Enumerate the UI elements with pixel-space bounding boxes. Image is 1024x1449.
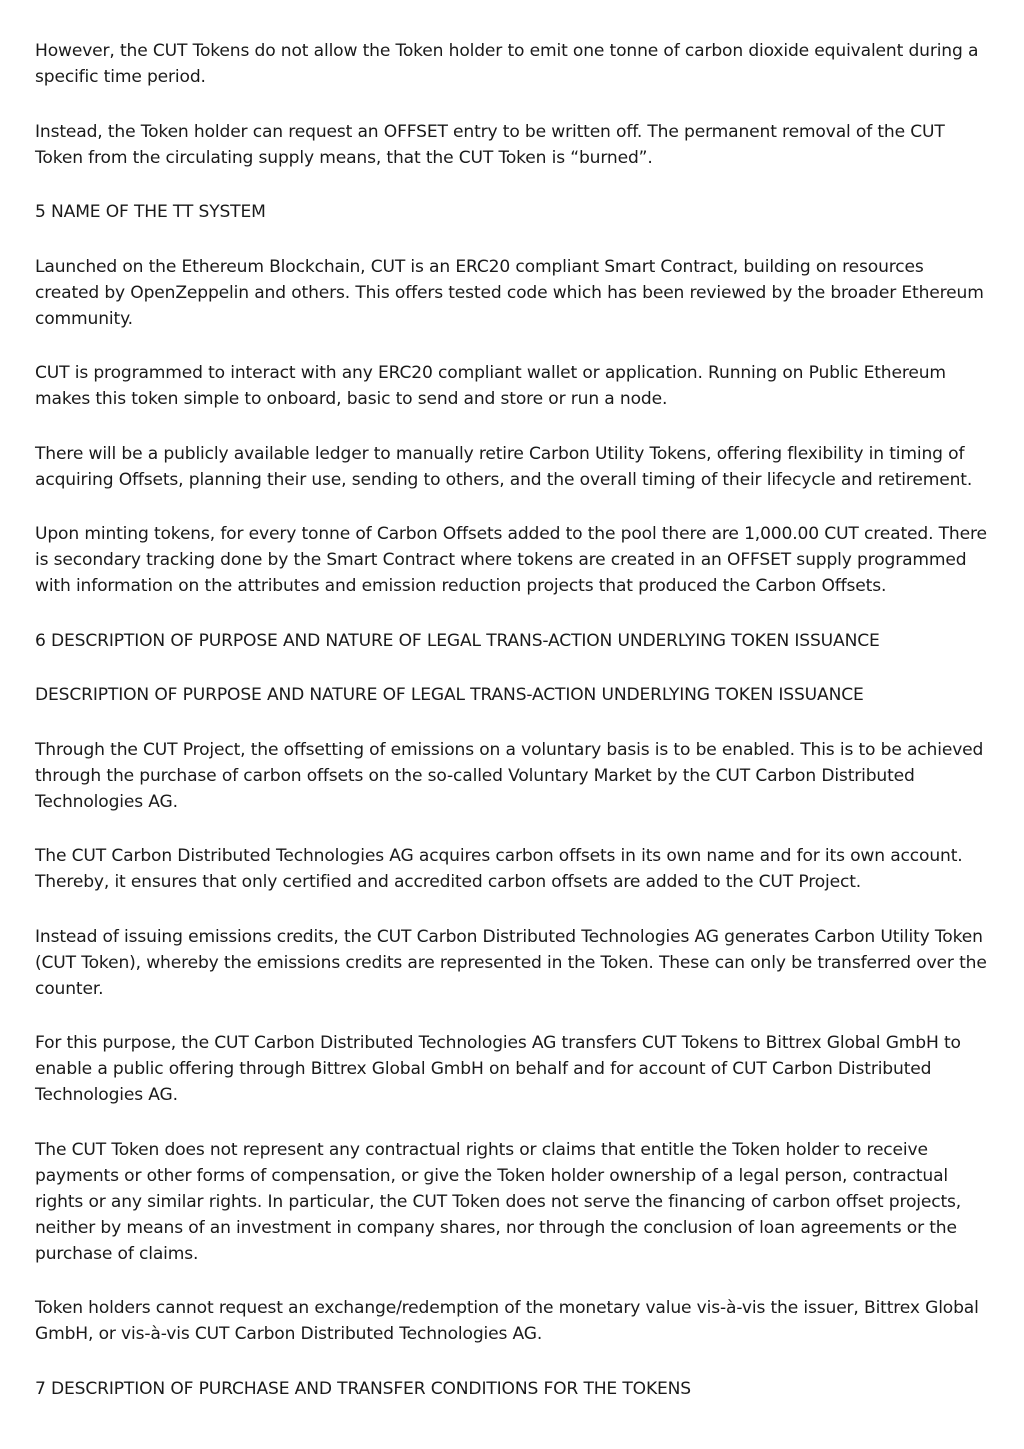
subsection-heading-purpose: DESCRIPTION OF PURPOSE AND NATURE OF LEGAL TRANS-ACTION UNDERLYING TOKEN ISSUANCE <box>35 685 864 705</box>
paragraph-minting-tokens: Upon minting tokens, for every tonne of Carbon Offsets added to the pool there are 1,000.00 CUT created. There is secondary tracking done by the Smart Contract where tokens are created in an OFFSET supply programmed with information on the attributes and emission reduction projects that produced the Carbon Offsets. <box>35 524 987 596</box>
paragraph-issuing-credits: Instead of issuing emissions credits, the CUT Carbon Distributed Technologies AG generates Carbon Utility Token (CUT Token), whereby the emissions credits are represented in the Token. These can only be transferred over the counter. <box>35 926 987 999</box>
paragraph-public-ledger: There will be a publicly available ledger to manually retire Carbon Utility Tokens, offering flexibility in timing of acquiring Offsets, planning their use, sending to others, and the overall timing of their lifecycle and retirement. <box>35 443 973 490</box>
paragraph-no-contractual-rights: The CUT Token does not represent any contractual rights or claims that entitle the Token holder to receive payments or other forms of compensation, or give the Token holder ownership of a legal person, contractual rights or any similar rights. In particular, the CUT Token does not serve the financing of carbon offset projects, neither by means of an investment in company shares, nor through the conclusion of loan agreements or the purchase of claims. <box>35 1139 962 1264</box>
section-heading-7: 7 DESCRIPTION OF PURCHASE AND TRANSFER CONDITIONS FOR THE TOKENS <box>35 1378 692 1399</box>
section-heading-5: 5 NAME OF THE TT SYSTEM <box>35 202 266 222</box>
paragraph-cut-tokens-emission: However, the CUT Tokens do not allow the Token holder to emit one tonne of carbon dioxide equivalent during a specific time period. <box>35 41 979 87</box>
paragraph-no-redemption: Token holders cannot request an exchange/redemption of the monetary value vis-à-vis the issuer, Bittrex Global GmbH, or vis-à-vis CUT Carbon Distributed Technologies AG. <box>35 1298 979 1344</box>
paragraph-erc20-wallet: CUT is programmed to interact with any ERC20 compliant wallet or application. Running on Public Ethereum makes this token simple to onboard, basic to send and store or run a node. <box>35 363 946 409</box>
paragraph-cut-project: Through the CUT Project, the offsetting of emissions on a voluntary basis is to be enabled. This is to be achieved through the purchase of carbon offsets on the so-called Voluntary Market by the CUT Carbon Distributed Technologies AG. <box>35 739 984 812</box>
paragraph-bittrex-transfer: For this purpose, the CUT Carbon Distributed Technologies AG transfers CUT Tokens to Bittrex Global GmbH to enable a public offering through Bittrex Global GmbH on behalf and for account of CUT Carbon Distributed Technologies AG. <box>35 1033 961 1105</box>
section-heading-6: 6 DESCRIPTION OF PURPOSE AND NATURE OF LEGAL TRANS-ACTION UNDERLYING TOKEN ISSUANCE <box>35 630 880 651</box>
paragraph-acquires-offsets: The CUT Carbon Distributed Technologies AG acquires carbon offsets in its own name and for its own account. Thereby, it ensures that only certified and accredited carbon offsets are added to the CUT Project. <box>35 846 963 892</box>
paragraph-ethereum-launch: Launched on the Ethereum Blockchain, CUT is an ERC20 compliant Smart Contract, building on resources created by OpenZeppelin and others. This offers tested code which has been reviewed by the broader Ethereum community. <box>35 256 984 329</box>
paragraph-offset-entry: Instead, the Token holder can request an OFFSET entry to be written off. The permanent removal of the CUT Token from the circulating supply means, that the CUT Token is “burned”. <box>35 121 945 168</box>
